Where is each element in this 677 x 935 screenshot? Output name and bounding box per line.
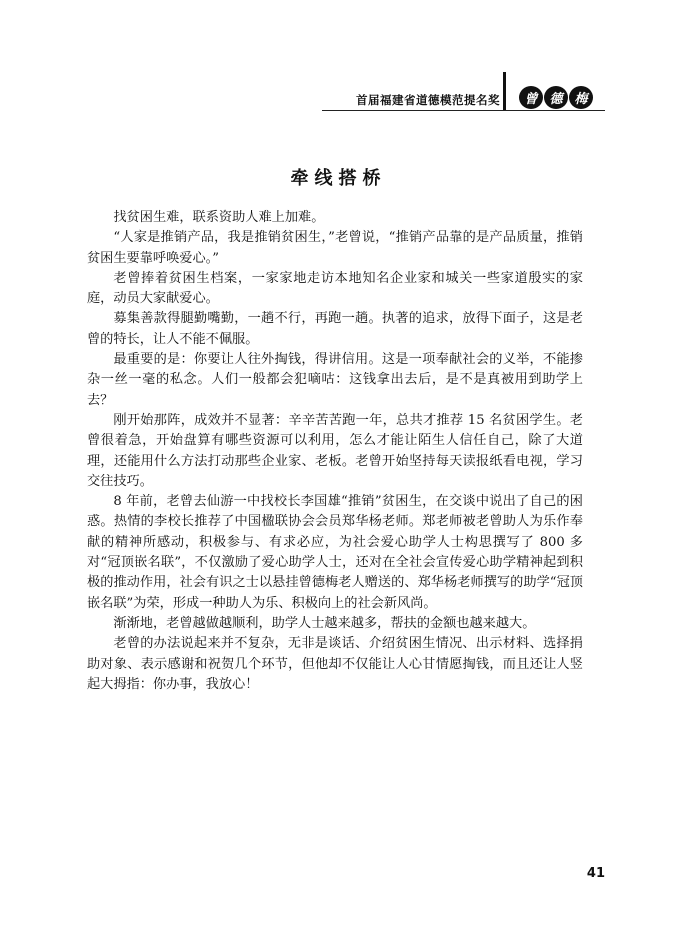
logo-char: 梅 [569,86,593,109]
paragraph: 8 年前，老曾去仙游一中找校长李国雄“推销”贫困生，在交谈中说出了自己的困惑。热情的李校长推荐了中国楹联协会会员郑华杨老师。郑老师被老曾助人为乐作奉献的精神所感动，积极参与、有求必应，为社会爱心助学人士构思撰写了 800 多对“冠顶嵌名联”，不仅激励了爱心助学人士，还对在全社会宣传爱心助学精神起到积极的推动作用，社会有识之士以悬挂曾德梅老人赠送的、郑华杨老师撰写的助学“冠顶嵌名联”为荣，形成一种助人为乐、积极向上的社会新风尚。 [87,494,583,611]
paragraph: “人家是推销产品，我是推销贫困生，”老曾说，“推销产品靠的是产品质量，推销贫困生要靠呼唤爱心。” [87,230,583,266]
running-header: 首届福建省道德模范提名奖 [356,93,500,107]
paragraph: 渐渐地，老曾越做越顺利，助学人士越来越多，帮扶的金额也越来越大。 [113,615,536,631]
header-rule [322,110,605,111]
paragraph: 老曾捧着贫困生档案，一家家地走访本地知名企业家和城关一些家道殷实的家庭，动员大家献爱心。 [87,270,583,307]
paragraph: 最重要的是：你要让人往外掏钱，得讲信用。这是一项奉献社会的义举，不能掺杂一丝一毫的私念。人们一般都会犯嘀咕：这钱拿出去后，是不是真被用到助学上去？ [87,352,583,408]
paragraph: 募集善款得腿勤嘴勤，一趟不行，再跑一趟。执著的追求，放得下面子，这是老曾的特长，让人不能不佩服。 [87,311,583,347]
paragraph: 刚开始那阵，成效并不显著：辛辛苦苦跑一年，总共才推荐 15 名贫困学生。老曾很着急，开始盘算有哪些资源可以利用，怎么才能让陌生人信任自己，除了大道理，还能用什么方法打动那些企业家、老板。老曾开始坚持每天读报纸看电视，学习交往技巧。 [87,412,583,489]
paragraph: 找贫困生难，联系资助人难上加难。 [113,210,325,225]
page-number: 41 [586,866,605,881]
article-title: 牵线搭桥 [290,168,387,189]
header-divider-bar [503,72,506,110]
name-logo [519,86,593,109]
logo-char: 德 [544,86,568,109]
paragraph: 老曾的办法说起来并不复杂，无非是谈话、介绍贫困生情况、出示材料、选择捐助对象、表示感谢和祝贺几个环节，但他却不仅能让人心甘情愿掏钱，而且还让人竖起大拇指：你办事，我放心！ [87,636,583,692]
logo-char: 曾 [519,86,543,109]
article-body [87,208,583,695]
